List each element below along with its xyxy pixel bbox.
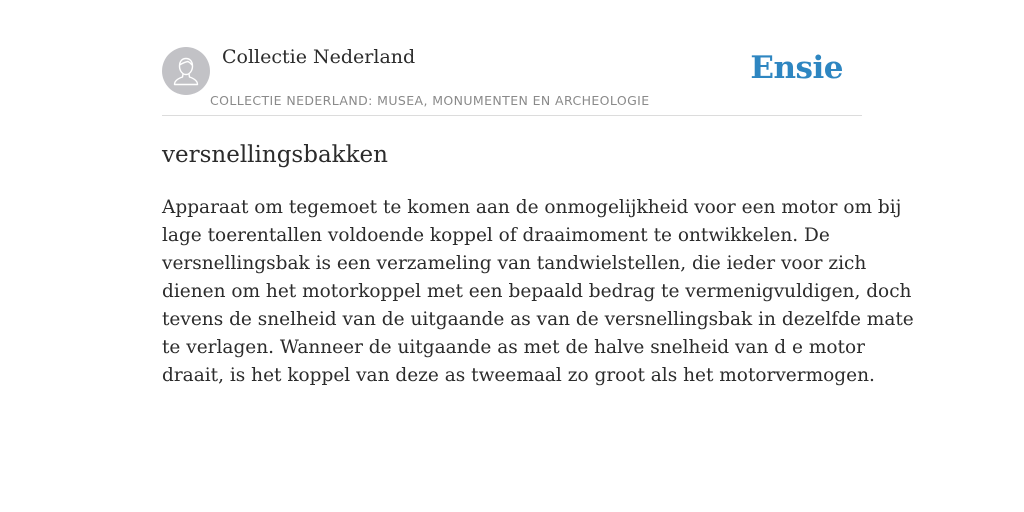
entry-description <box>162 194 914 390</box>
description-line: te verlagen. Wanneer de uitgaande as met de halve snelheid van d e motor <box>162 337 865 358</box>
description-line: draait, is het koppel van deze as tweemaal zo groot als het motorvermogen. <box>162 365 875 386</box>
entry-header <box>162 40 862 116</box>
ensie-logo[interactable]: Ensie <box>750 50 843 86</box>
source-label[interactable]: COLLECTIE NEDERLAND: MUSEA, MONUMENTEN EN ARCHEOLOGIE <box>210 93 650 108</box>
description-line: tevens de snelheid van de uitgaande as van de versnellingsbak in dezelfde mate <box>162 309 914 330</box>
entry-card <box>162 40 914 390</box>
description-line: versnellingsbak is een verzameling van tandwielstellen, die ieder voor zich <box>162 253 867 274</box>
description-line: Apparaat om tegemoet te komen aan de onmogelijkheid voor een motor om bij <box>162 197 902 218</box>
author-name[interactable]: Collectie Nederland <box>222 46 416 68</box>
entry-title: versnellingsbakken <box>162 142 388 168</box>
description-line: lage toerentallen voldoende koppel of draaimoment te ontwikkelen. De <box>162 225 830 246</box>
user-silhouette-icon <box>162 47 210 95</box>
author-avatar[interactable] <box>162 47 210 95</box>
description-line: dienen om het motorkoppel met een bepaald bedrag te vermenigvuldigen, doch <box>162 281 912 302</box>
